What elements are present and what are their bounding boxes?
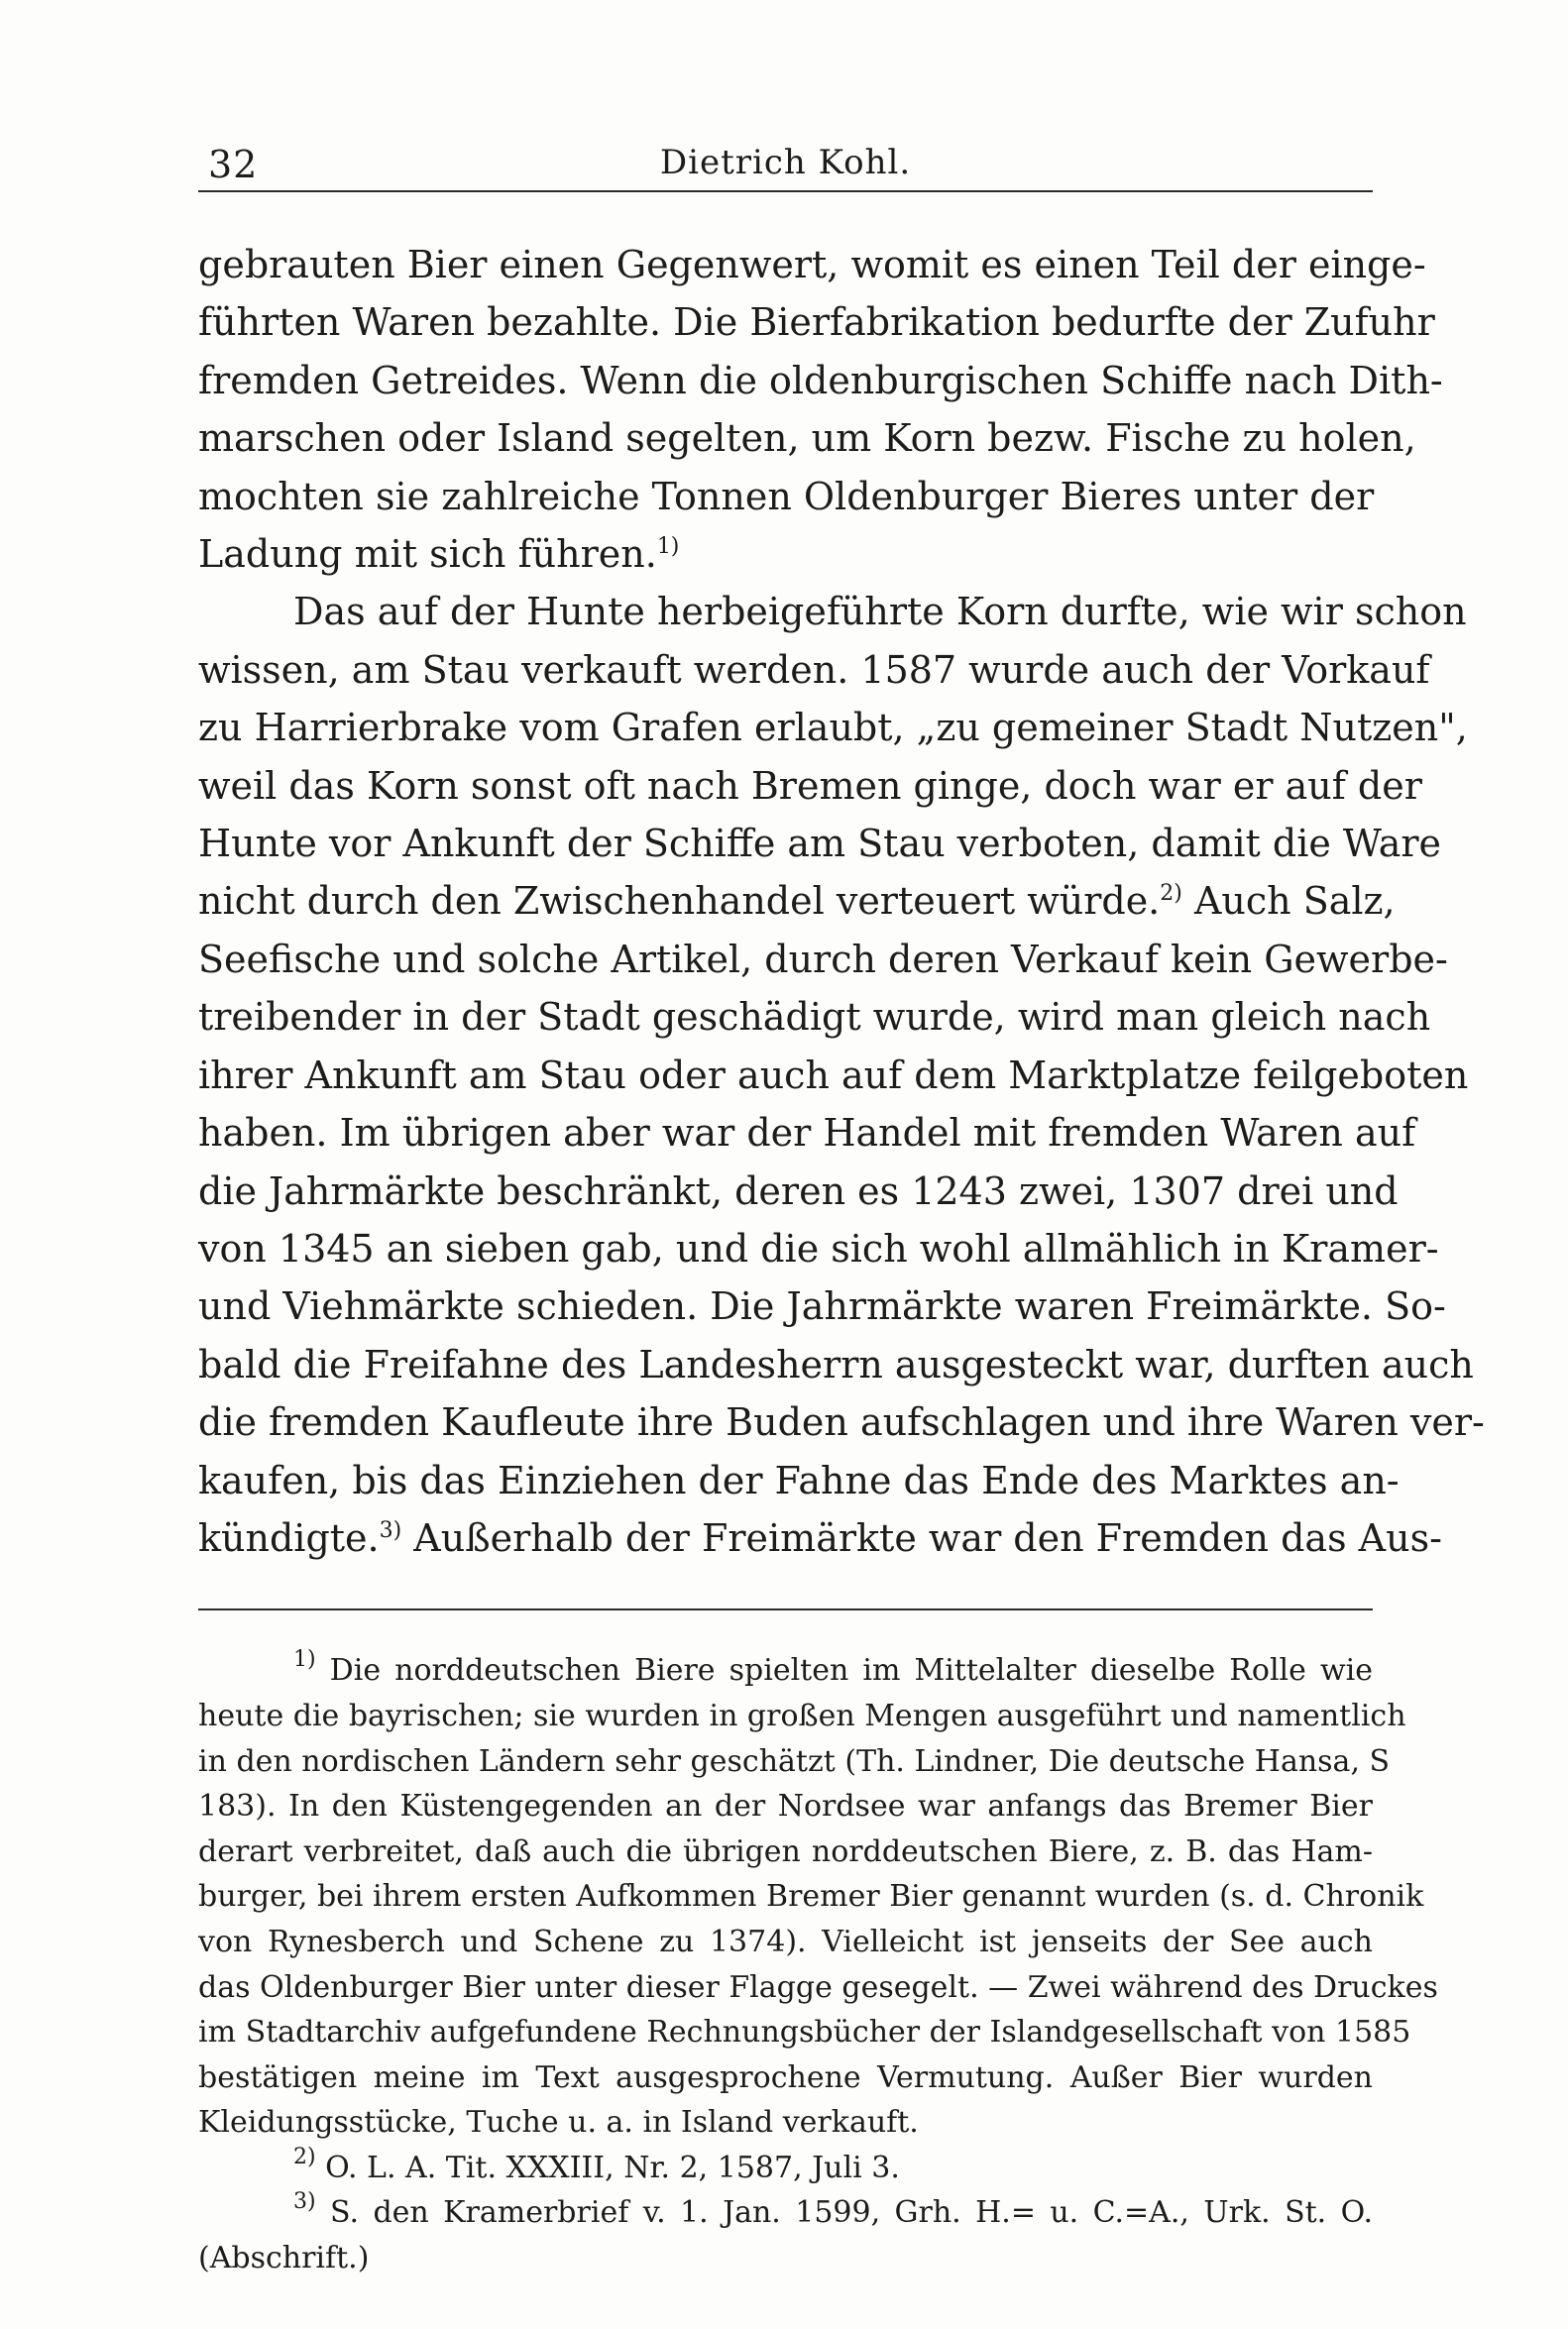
- body-line-text: wissen, am Stau verkauft werden. 1587 wurde auch der Vorkauf: [198, 647, 1430, 692]
- body-line-text: und Viehmärkte schieden. Die Jahrmärkte waren Freimärkte. So-: [198, 1284, 1446, 1329]
- body-line-text: gebrauten Bier einen Gegenwert, womit es einen Teil der einge-: [198, 243, 1426, 286]
- footnote-line-text: das Oldenburger Bier unter dieser Flagge gesegelt. — Zwei während des Druckes: [198, 1969, 1438, 2005]
- body-line: [198, 1104, 1416, 1162]
- footnote-line-text: S. den Kramerbrief v. 1. Jan. 1599, Grh. H.= u. C.=A., Urk. St. O.: [330, 2195, 1373, 2231]
- footnote-line-text: (Abschrift.): [198, 2241, 370, 2276]
- body-line: [198, 352, 1443, 409]
- body-line: [198, 1336, 1474, 1393]
- footnote-line: [198, 1784, 1373, 1830]
- footnote: [198, 2146, 1373, 2191]
- body-line-text: haben. Im übrigen aber war der Handel mit fremden Waren auf: [198, 1111, 1416, 1156]
- body-line: [198, 1163, 1399, 1220]
- footnote-line: [198, 2100, 1373, 2146]
- footnote-line-text: Die norddeutschen Biere spielten im Mittelalter dieselbe Rolle wie: [329, 1653, 1373, 1689]
- body-line: [198, 757, 1422, 815]
- footnote-line: [198, 2236, 1373, 2281]
- footnote-reference: 3): [379, 1517, 402, 1543]
- body-line: [198, 583, 1467, 640]
- running-head: [198, 129, 1373, 192]
- body-line-text: Ladung mit sich führen.: [198, 532, 657, 577]
- footnote-reference: 2): [1160, 881, 1182, 907]
- footnote-line: [198, 1739, 1391, 1785]
- footnote-line-text: bestätigen meine im Text ausgesprochene Vermutung. Außer Bier wurden: [198, 2059, 1373, 2095]
- footnote-line-text: Kleidungsstücke, Tuche u. a. in Island verkauft.: [198, 2105, 919, 2141]
- footnote-line-text: heute die bayrischen; sie wurden in großen Mengen ausgeführt und namentlich: [198, 1698, 1406, 1733]
- footnote-line: [198, 1694, 1406, 1739]
- body-line: [198, 699, 1468, 756]
- footnote-line-text: in den nordischen Ländern sehr geschätzt (Th. Lindner, Die deutsche Hansa, S: [198, 1743, 1391, 1779]
- footnote-line: [198, 2010, 1411, 2055]
- body-line-text: ihrer Ankunft am Stau oder auch auf dem Marktplatze feilgeboten: [198, 1053, 1469, 1097]
- body-line-text: nicht durch den Zwischenhandel verteuert würde.: [198, 879, 1161, 924]
- footnote-line-text: 183). In den Küstengegenden an der Nordsee war anfangs das Bremer Bier: [198, 1789, 1373, 1825]
- body-line: [198, 988, 1431, 1046]
- body-line-text: kündigte.: [198, 1515, 380, 1560]
- footnote-line: [198, 2190, 1373, 2236]
- body-line-tail: Außerhalb der Freimärkte war den Fremden das Aus-: [401, 1515, 1442, 1560]
- body-line: [198, 1393, 1485, 1451]
- page-number: 32: [208, 143, 259, 186]
- page-header-title: Dietrich Kohl.: [659, 143, 912, 182]
- body-line-tail: Auch Salz,: [1181, 879, 1396, 924]
- body-line-text: kaufen, bis das Einziehen der Fahne das Ende des Marktes an-: [198, 1458, 1400, 1502]
- body-line: [198, 468, 1373, 525]
- footnote-line-text: von Rynesberch und Schene zu 1374). Vielleicht ist jenseits der See auch: [198, 1924, 1373, 1959]
- body-line-text: die Jahrmärkte beschränkt, deren es 1243 zwei, 1307 drei und: [198, 1168, 1399, 1213]
- footnote-marker: 3): [293, 2189, 316, 2215]
- body-line-text: Seefische und solche Artikel, durch deren Verkauf kein Gewerbe-: [198, 937, 1448, 981]
- body-text: [198, 236, 1485, 1567]
- body-line: [198, 525, 1373, 583]
- body-line-text: zu Harrierbrake vom Grafen erlaubt, „zu gemeiner Stadt Nutzen",: [198, 706, 1468, 750]
- body-line: [198, 1220, 1439, 1277]
- footnote-line: [198, 2146, 1373, 2191]
- footnote-marker: 2): [293, 2144, 316, 2169]
- footnotes: [198, 1647, 1438, 2280]
- footnote-line: [198, 1920, 1373, 1965]
- body-line-text: Hunte vor Ankunft der Schiffe am Stau verboten, damit die Ware: [198, 822, 1441, 866]
- footnote-line: [198, 1965, 1438, 2011]
- body-line-text: führten Waren bezahlte. Die Bierfabrikation bedurfte der Zufuhr: [198, 300, 1435, 345]
- footnote: [198, 1647, 1438, 2146]
- body-line: [198, 815, 1441, 872]
- body-line-text: von 1345 an sieben gab, und die sich wohl allmählich in Kramer-: [198, 1226, 1439, 1271]
- body-line: [198, 1509, 1442, 1567]
- body-line: [198, 236, 1426, 293]
- body-line-text: marschen oder Island segelten, um Korn bezw. Fische zu holen,: [198, 416, 1416, 461]
- body-line: [198, 872, 1396, 930]
- body-line: [198, 931, 1448, 988]
- footnote-separator: [198, 1608, 1373, 1610]
- body-line-text: mochten sie zahlreiche Tonnen Oldenburger Bieres unter der: [198, 474, 1375, 518]
- footnote: [198, 2190, 1373, 2280]
- body-line-text: Das auf der Hunte herbeigeführte Korn durfte, wie wir schon: [293, 590, 1467, 634]
- body-line: [198, 1277, 1446, 1335]
- footnote-line: [198, 1830, 1373, 1875]
- body-line: [198, 409, 1416, 467]
- body-line-text: die fremden Kaufleute ihre Buden aufschlagen und ihre Waren ver-: [198, 1400, 1485, 1445]
- footnote-line-text: derart verbreitet, daß auch die übrigen norddeutschen Biere, z. B. das Ham-: [198, 1833, 1373, 1869]
- footnote-line: [198, 1874, 1424, 1920]
- footnote-line: [198, 1648, 1373, 1694]
- body-line-text: bald die Freifahne des Landesherrn ausgesteckt war, durften auch: [198, 1342, 1474, 1386]
- page: [198, 129, 1485, 2281]
- footnote-marker: 1): [293, 1647, 316, 1673]
- body-line-text: treibender in der Stadt geschädigt wurde, wird man gleich nach: [198, 995, 1431, 1040]
- footnote-reference: 1): [656, 534, 680, 560]
- footnote-line-text: burger, bei ihrem ersten Aufkommen Bremer Bier genannt wurden (s. d. Chronik: [198, 1879, 1424, 1915]
- body-line-text: fremden Getreides. Wenn die oldenburgischen Schiffe nach Dith-: [198, 358, 1443, 402]
- body-line: [198, 293, 1435, 351]
- body-line: [198, 1047, 1469, 1104]
- body-line: [198, 641, 1430, 699]
- footnote-line-text: O. L. A. Tit. XXXIII, Nr. 2, 1587, Juli 3.: [325, 2150, 900, 2185]
- body-line-text: weil das Korn sonst oft nach Bremen ginge, doch war er auf der: [198, 763, 1422, 808]
- footnote-line-text: im Stadtarchiv aufgefundene Rechnungsbücher der Islandgesellschaft von 1585: [198, 2015, 1411, 2051]
- footnote-line: [198, 2055, 1373, 2101]
- body-line: [198, 1452, 1400, 1509]
